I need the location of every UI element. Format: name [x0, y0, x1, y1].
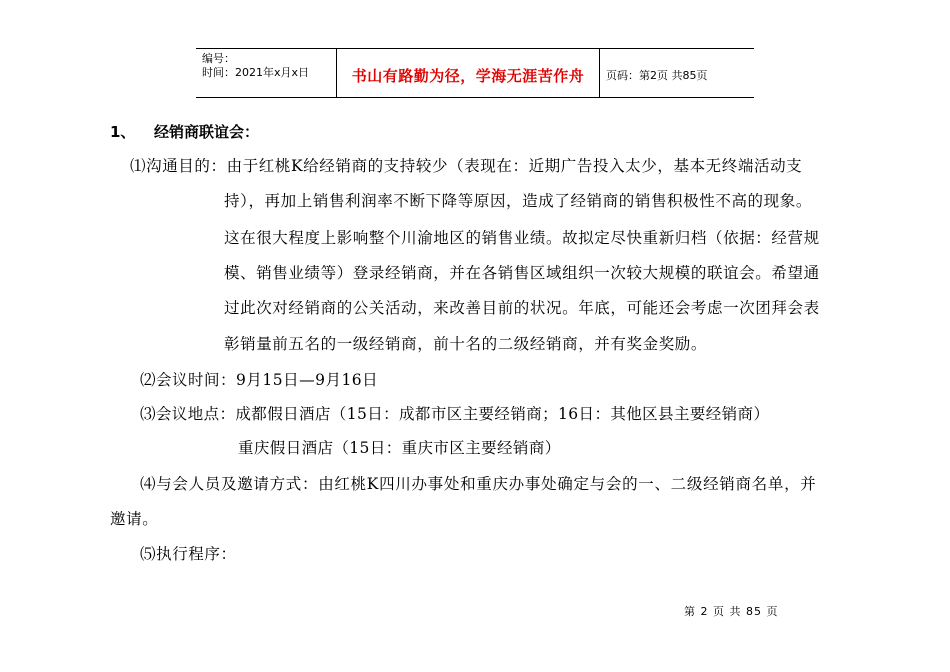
section-title: 经销商联谊会： — [154, 123, 260, 141]
header-page-cell — [600, 49, 754, 97]
header-motto-cell — [337, 49, 600, 97]
paragraph-1-line-4: 模、销售业绩等）登录经销商，并在各销售区域组织一次较大规模的联谊会。希望通 — [224, 264, 820, 282]
paragraph-3-line-2: 重庆假日酒店（15日：重庆市区主要经销商） — [238, 439, 561, 457]
paragraph-1-line-3: 这在很大程度上影响整个川渝地区的销售业绩。故拟定尽快重新归档（依据：经营规 — [224, 229, 820, 247]
section-number: 1、 — [110, 123, 136, 141]
paragraph-4-line-2: 邀请。 — [110, 510, 159, 528]
number-label: 编号： — [202, 52, 235, 65]
page-footer: 第 2 页 共 85 页 — [684, 605, 779, 618]
paragraph-1-line-2: 持），再加上销售利润率不断下降等原因，造成了经销商的销售积极性不高的现象。 — [224, 192, 812, 210]
section-heading — [110, 122, 259, 142]
header-meta-cell — [196, 49, 337, 97]
paragraph-5: ⑸执行程序： — [140, 545, 237, 563]
paragraph-3-line-1: ⑶会议地点：成都假日酒店（15日：成都市区主要经销商；16日：其他区县主要经销商） — [140, 405, 770, 423]
paragraph-1-line-6: 彰销量前五名的一级经销商，前十名的二级经销商，并有奖金奖励。 — [224, 335, 708, 353]
header-table — [196, 48, 754, 98]
paragraph-1-line-1: ⑴沟通目的：由于红桃K给经销商的支持较少（表现在：近期广告投入太少，基本无终端活动支 — [130, 157, 803, 175]
paragraph-2: ⑵会议时间：9月15日—9月16日 — [140, 371, 379, 389]
time-label: 时间：2021年x月x日 — [202, 66, 310, 79]
motto-text: 书山有路勤为径，学海无涯苦作舟 — [351, 67, 585, 85]
paragraph-4-line-1: ⑷与会人员及邀请方式：由红桃K四川办事处和重庆办事处确定与会的一、二级经销商名单，并 — [140, 475, 817, 493]
paragraph-1-line-5: 过此次对经销商的公关活动，来改善目前的状况。年底，可能还会考虑一次团拜会表 — [224, 299, 820, 317]
page-info: 页码：第2页 共85页 — [606, 69, 708, 82]
